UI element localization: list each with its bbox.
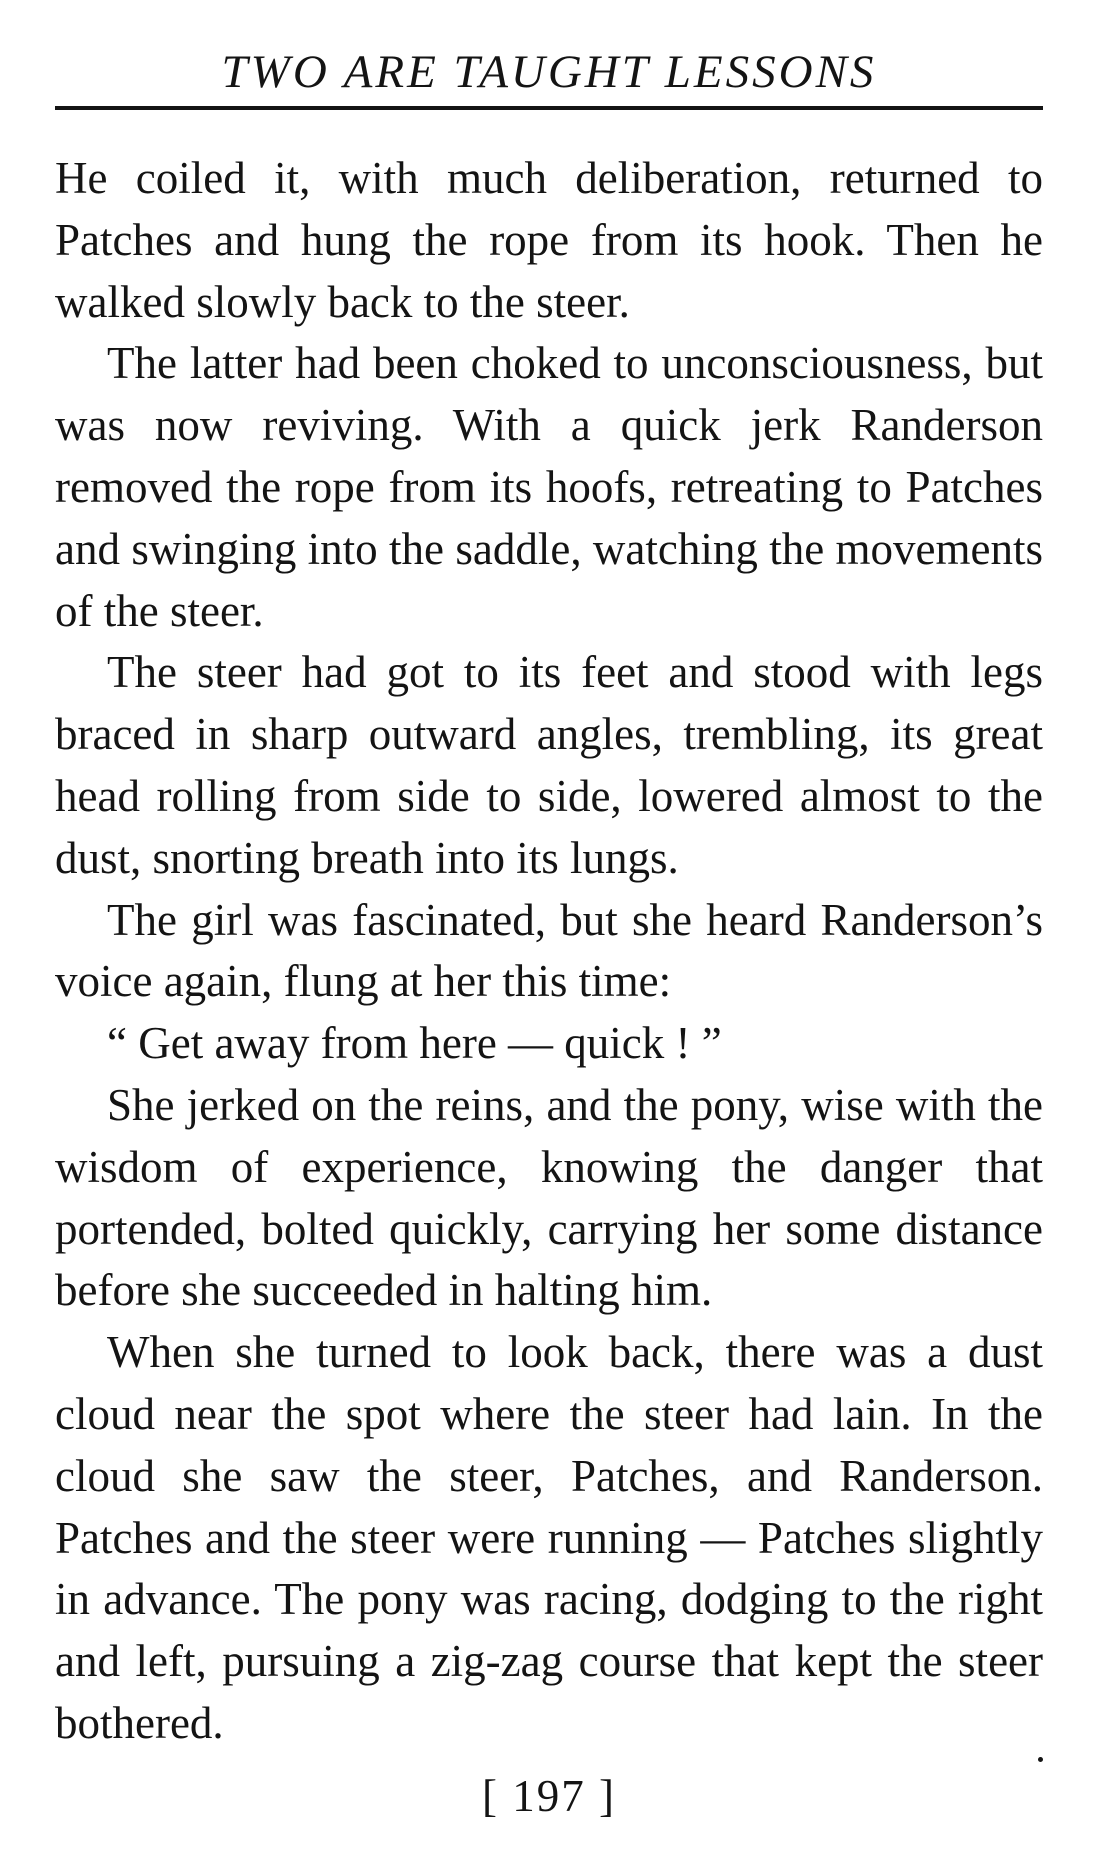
running-head: TWO ARE TAUGHT LESSONS xyxy=(221,46,877,98)
paragraph: The steer had got to its feet and stood with legs braced in sharp outward angles, trembling, its great head rolling from side to side, lowered almost to the dust, snorting breath into its lungs. xyxy=(55,647,1043,883)
paragraph: When she turned to look back, there was a dust cloud near the spot where the steer had lain. In the cloud she saw the steer, Patches, and Randerson. Patches and the steer were running — Patches slightly in advance. The pony was racing, dodging to the right and left, pursuing a zig-zag course that kept the steer bothered. xyxy=(55,1327,1043,1748)
header-rule xyxy=(55,106,1043,110)
page-number: [ 197 ] xyxy=(482,1771,616,1821)
ink-speck xyxy=(1038,1757,1043,1762)
body-text xyxy=(55,148,1043,1755)
dialogue-line: “ Get away from here — quick ! ” xyxy=(107,1018,722,1069)
paragraph: The girl was fascinated, but she heard Randerson’s voice again, flung at her this time: xyxy=(55,894,1043,1007)
paragraph: The latter had been choked to unconsciousness, but was now reviving. With a quick jerk Randerson removed the rope from its hoofs, retreating to Patches and swinging into the saddle, watching the movements of the steer. xyxy=(55,338,1043,636)
paragraph: She jerked on the reins, and the pony, wise with the wisdom of experience, knowing the danger that portended, bolted quickly, carrying her some distance before she succeeded in halting him. xyxy=(55,1079,1043,1316)
paragraph: He coiled it, with much deliberation, returned to Patches and hung the rope from its hook. Then he walked slowly back to the steer. xyxy=(55,153,1043,327)
book-page xyxy=(55,0,1043,1861)
